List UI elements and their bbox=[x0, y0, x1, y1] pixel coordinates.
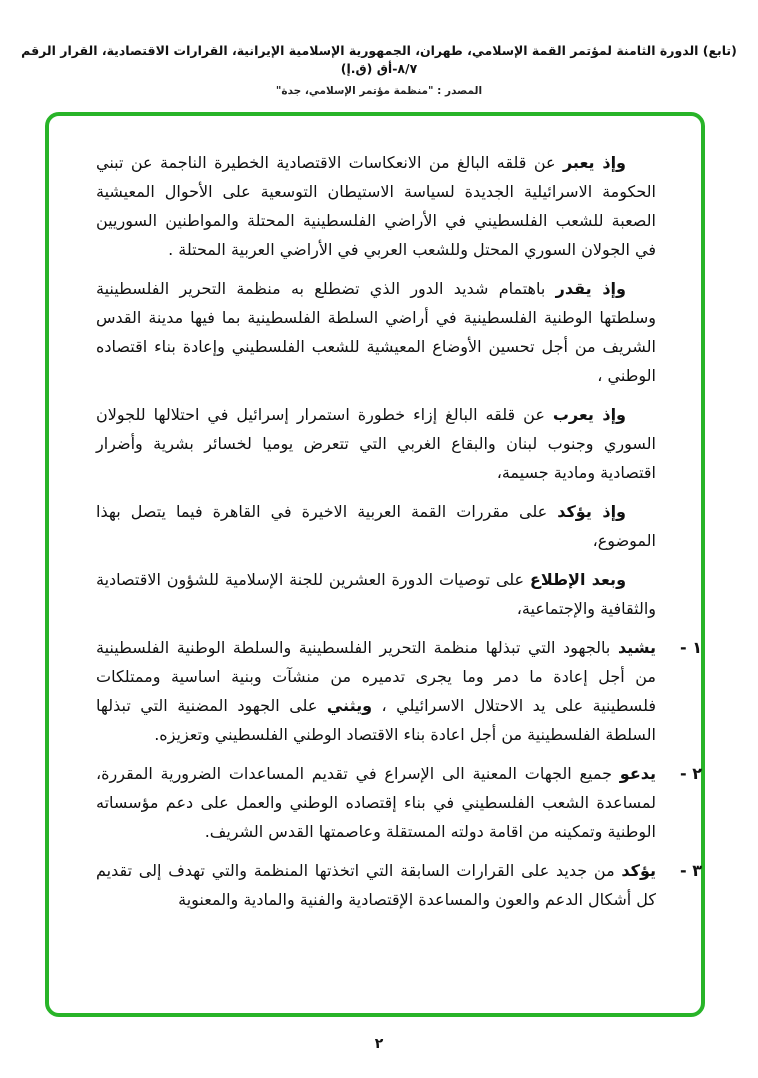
paragraph-text: عن قلقه البالغ من الانعكاسات الاقتصادية الخطيرة الناجمة عن تبني الحكومة الاسرائيلية الجديدة لسياسة الاستيطان التوسعية على الأحوال المعيشية الصعبة للشعب الفلسطيني في الأراضي الفلسطينية المحتلة والمواطنين السوريين في الجولان السوري المحتل وللشعب العربي في الأراضي العربية المحتلة . bbox=[96, 153, 656, 259]
paragraph-text: عن قلقه البالغ إزاء خطورة استمرار إسرائيل في احتلالها للجولان السوري وجنوب لبنان والبقاع الغربي التي تتعرض يوميا لخسائر بشرية وأضرار اقتصادية ومادية جسيمة، bbox=[96, 405, 656, 482]
numbered-item bbox=[96, 633, 702, 749]
paragraph-text: على مقررات القمة العربية الاخيرة في القاهرة فيما يتصل بهذا الموضوع، bbox=[96, 502, 656, 550]
document-header bbox=[20, 42, 738, 97]
document-body bbox=[96, 148, 702, 924]
preamble-paragraph bbox=[96, 565, 656, 623]
preamble-paragraph bbox=[96, 400, 656, 487]
paragraph-lead: وإذ يؤكد bbox=[557, 502, 626, 521]
preamble-paragraph bbox=[96, 148, 656, 264]
paragraph-text: باهتمام شديد الدور الذي تضطلع به منظمة التحرير الفلسطينية وسلطتها الوطنية الفلسطينية في أراضي السلطة الفلسطينية بما فيها مدينة القدس الشريف من أجل تحسين الأوضاع المعيشية للشعب الفلسطيني وإعادة بناء اقتصاده الوطني ، bbox=[96, 279, 656, 385]
paragraph-lead: وإذ يعرب bbox=[552, 405, 627, 424]
item-lead: يؤكد bbox=[621, 861, 656, 880]
item-lead: يدعو bbox=[619, 764, 657, 783]
item-text: جميع الجهات المعنية الى الإسراع في تقديم المساعدات الضرورية المقررة، لمساعدة الشعب الفلسطيني في بناء إقتصاده الوطني والعمل على دعم مؤسساته الوطنية وتمكينه من اقامة دولته المستقلة وعاصمتها القدس الشريف. bbox=[96, 764, 656, 841]
item-text: على الجهود المضنية التي تبذلها السلطة الفلسطينية من أجل اعادة بناء الاقتصاد الوطني الفلسطيني وتعزيزه. bbox=[96, 696, 656, 744]
item-lead: يشيد bbox=[617, 638, 656, 657]
paragraph-lead: وإذ يعبر bbox=[562, 153, 626, 172]
item-text: من جديد على القرارات السابقة التي اتخذتها المنظمة والتي تهدف إلى تقديم كل أشكال الدعم والعون والمساعدة الإقتصادية والفنية والمادية والمعنوية bbox=[96, 861, 656, 909]
preamble-paragraph bbox=[96, 274, 656, 390]
paragraph-lead: وإذ يقدر bbox=[555, 279, 626, 298]
item-number: ٢ - bbox=[680, 764, 702, 783]
paragraph-lead: وبعد الإطلاع bbox=[529, 570, 627, 589]
item-text: بالجهود التي تبذلها منظمة التحرير الفلسطينية والسلطة الوطنية الفلسطينية من أجل إعادة ما دمر وما يجرى تدميره من منشآت وبنية اساسية وممتلكات فلسطينية على يد الاحتلال الاسرائيلي ، bbox=[96, 638, 657, 715]
page-number: ٢ bbox=[374, 1036, 384, 1052]
item-number: ٣ - bbox=[680, 861, 702, 880]
paragraph-text: على توصيات الدورة العشرين للجنة الإسلامية للشؤون الاقتصادية والثقافية والإجتماعية، bbox=[96, 570, 656, 618]
numbered-item bbox=[96, 856, 702, 914]
item-number: ١ - bbox=[680, 638, 702, 657]
header-title: (تابع) الدورة الثامنة لمؤتمر القمة الإسلامي، طهران، الجمهورية الإسلامية الإيرانية، القرارات الاقتصادية، القرار الرقم ٨/٧-أق (ق.إ) bbox=[21, 43, 737, 76]
numbered-item bbox=[96, 759, 702, 846]
preamble-paragraph bbox=[96, 497, 656, 555]
header-source: المصدر : "منظمة مؤتمر الإسلامي، جدة" bbox=[275, 85, 483, 97]
item-inline-bold: ويثني bbox=[326, 696, 373, 715]
